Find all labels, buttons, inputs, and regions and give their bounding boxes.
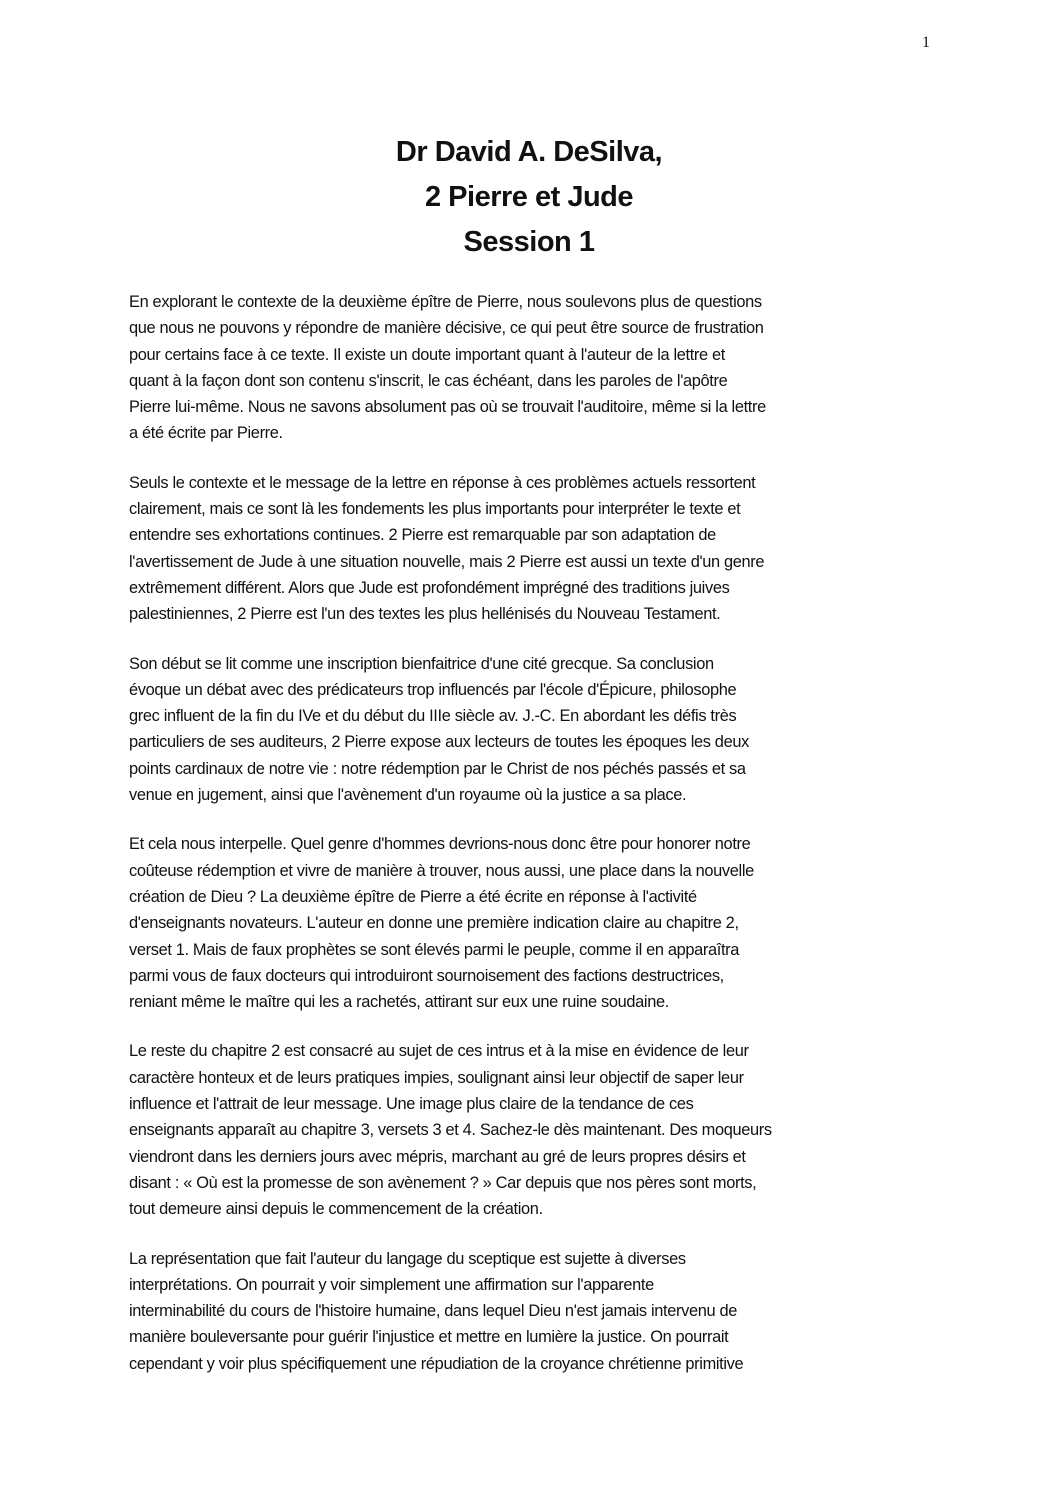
text-line: pour certains face à ce texte. Il existe un doute important quant à l'auteur de la lettre et (129, 345, 725, 364)
paragraph (129, 1038, 929, 1222)
text-line: tout demeure ainsi depuis le commencement de la création. (129, 1200, 543, 1219)
text-line: interprétations. On pourrait y voir simplement une affirmation sur l'apparente (129, 1275, 654, 1294)
text-line: enseignants apparaît au chapitre 3, versets 3 et 4. Sachez-le dès maintenant. Des moqueurs (129, 1121, 772, 1140)
paragraph (129, 1246, 929, 1377)
paragraph (129, 831, 929, 1015)
paragraph (129, 289, 929, 447)
text-line: création de Dieu ? La deuxième épître de Pierre a été écrite en réponse à l'activité (129, 887, 697, 906)
text-line: quant à la façon dont son contenu s'inscrit, le cas échéant, dans les paroles de l'apôtre (129, 371, 728, 390)
text-line: Pierre lui-même. Nous ne savons absolument pas où se trouvait l'auditoire, même si la lettre (129, 398, 766, 417)
text-line: verset 1. Mais de faux prophètes se sont élevés parmi le peuple, comme il en apparaîtra (129, 940, 740, 959)
text-line: coûteuse rédemption et vivre de manière à trouver, nous aussi, une place dans la nouvelle (129, 861, 754, 880)
title-line-subject: 2 Pierre et Jude (425, 181, 633, 213)
text-line: d'enseignants novateurs. L'auteur en donne une première indication claire au chapitre 2, (129, 914, 739, 933)
title-line-author: Dr David A. DeSilva, (395, 136, 663, 168)
text-line: Et cela nous interpelle. Quel genre d'hommes devrions-nous donc être pour honorer notre (129, 835, 751, 854)
page-number: 1 (922, 34, 930, 51)
text-line: La représentation que fait l'auteur du langage du sceptique est sujette à diverses (129, 1249, 686, 1268)
text-line: palestiniennes, 2 Pierre est l'un des textes les plus hellénisés du Nouveau Testament. (129, 605, 721, 624)
text-line: entendre ses exhortations continues. 2 Pierre est remarquable par son adaptation de (129, 526, 716, 545)
text-line: évoque un débat avec des prédicateurs trop influencés par l'école d'Épicure, philosophe (129, 680, 737, 699)
text-line: viendront dans les derniers jours avec mépris, marchant au gré de leurs propres désirs et (129, 1147, 746, 1166)
title-line-session: Session 1 (463, 226, 595, 258)
text-line: l'avertissement de Jude à une situation nouvelle, mais 2 Pierre est aussi un texte d'un genre (129, 552, 765, 571)
text-line: Son début se lit comme une inscription bienfaitrice d'une cité grecque. Sa conclusion (129, 654, 714, 673)
text-line: que nous ne pouvons y répondre de manière décisive, ce qui peut être source de frustration (129, 319, 764, 338)
text-line: reniant même le maître qui les a rachetés, attirant sur eux une ruine soudaine. (129, 993, 669, 1012)
text-line: interminabilité du cours de l'histoire humaine, dans lequel Dieu n'est jamais intervenu de (129, 1302, 737, 1321)
text-line: extrêmement différent. Alors que Jude est profondément imprégné des traditions juives (129, 578, 730, 597)
text-line: caractère honteux et de leurs pratiques impies, soulignant ainsi leur objectif de saper leur (129, 1068, 744, 1087)
paragraph (129, 651, 929, 809)
text-line: a été écrite par Pierre. (129, 424, 283, 443)
text-line: venue en jugement, ainsi que l'avènement d'un royaume où la justice a sa place. (129, 786, 687, 805)
text-line: disant : « Où est la promesse de son avènement ? » Car depuis que nos pères sont morts, (129, 1173, 757, 1192)
text-line: cependant y voir plus spécifiquement une répudiation de la croyance chrétienne primitive (129, 1354, 744, 1373)
text-line: Le reste du chapitre 2 est consacré au sujet de ces intrus et à la mise en évidence de leur (129, 1042, 749, 1061)
text-line: Seuls le contexte et le message de la lettre en réponse à ces problèmes actuels ressortent (129, 473, 756, 492)
text-line: particuliers de ses auditeurs, 2 Pierre expose aux lecteurs de toutes les époques les deux (129, 733, 749, 752)
text-line: parmi vous de faux docteurs qui introduiront sournoisement des factions destructrices, (129, 966, 724, 985)
text-line: manière bouleversante pour guérir l'injustice et mettre en lumière la justice. On pourrait (129, 1328, 729, 1347)
text-line: clairement, mais ce sont là les fondements les plus importants pour interpréter le texte et (129, 500, 741, 519)
paragraph (129, 470, 929, 628)
document-title (0, 130, 1058, 265)
document-body (129, 289, 929, 1400)
text-line: points cardinaux de notre vie : notre rédemption par le Christ de nos péchés passés et sa (129, 759, 746, 778)
text-line: grec influent de la fin du IVe et du début du IIIe siècle av. J.-C. En abordant les défis très (129, 707, 737, 726)
text-line: En explorant le contexte de la deuxième épître de Pierre, nous soulevons plus de questions (129, 293, 762, 311)
text-line: influence et l'attrait de leur message. Une image plus claire de la tendance de ces (129, 1095, 694, 1114)
